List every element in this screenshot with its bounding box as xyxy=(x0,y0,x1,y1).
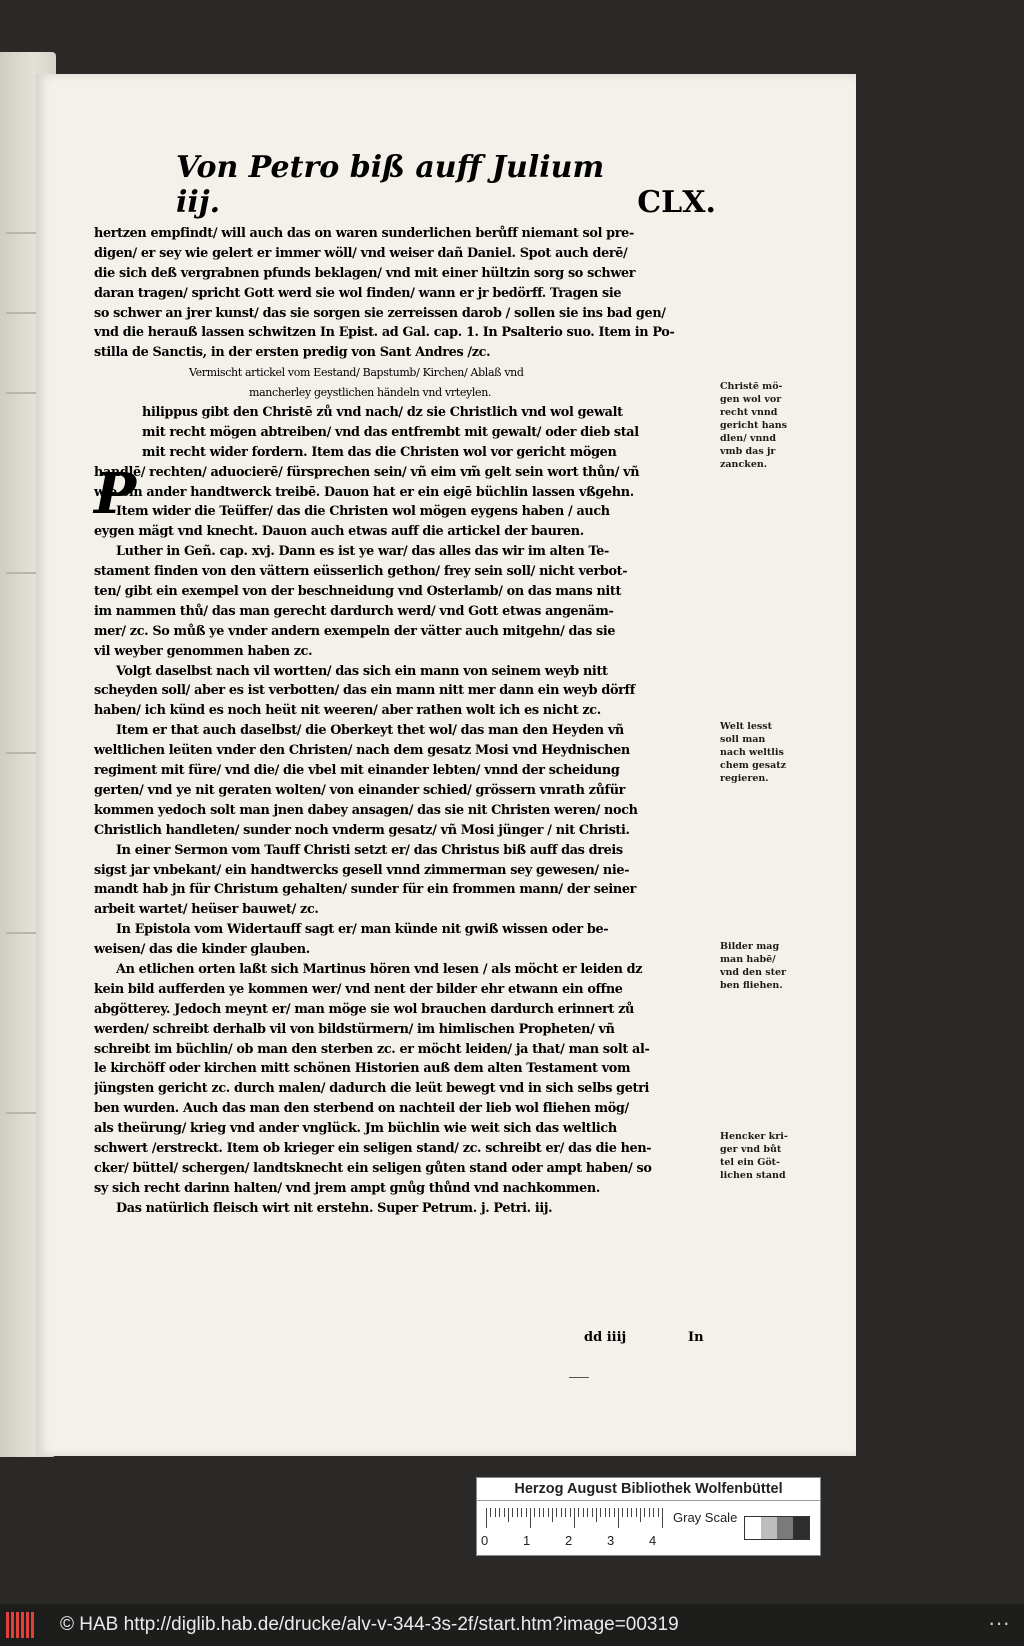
text-line: ben wurden. Auch das man den sterbend on nachteil der lieb wol fliehen mög/ xyxy=(94,1101,629,1117)
ruler-tick xyxy=(508,1508,509,1522)
ruler-tick xyxy=(653,1508,654,1517)
ruler-number: 2 xyxy=(565,1533,573,1548)
text-line: jüngsten gericht zc. durch malen/ dadurch die leüt bewegt vnd in sich selbs getri xyxy=(94,1081,650,1097)
ruler-tick xyxy=(627,1508,628,1517)
text-line: so schwer an jrer kunst/ das sie sorgen sie zerreissen darob / sollen sie ins bad gen/ xyxy=(94,305,666,321)
text-line: regiment mit füre/ vnd die/ die vbel mit einander lebten/ vnnd der scheidung xyxy=(94,763,620,779)
text-line: vnd die herauß lassen schwitzen In Epist. ad Gal. cap. 1. In Psalterio suo. Item in Po- xyxy=(94,325,675,341)
catchword: In xyxy=(688,1330,704,1345)
text-line: In Epistola vom Widertauff sagt er/ man künde nit gwiß wissen oder be- xyxy=(116,922,609,938)
text-line: haben/ ich künd es noch heüt nit weeren/ aber rathen wolt ich es nicht zc. xyxy=(94,703,601,719)
text-line: arbeit wartet/ heüser bauwet/ zc. xyxy=(94,902,319,918)
printer-mark xyxy=(569,1377,589,1378)
text-line: werden/ schreibt derhalb vil von bildstürmern/ im himlischen Propheten/ vñ xyxy=(94,1021,615,1037)
text-line: An etlichen orten laßt sich Martinus hören vnd lesen / als möcht er leiden dz xyxy=(116,961,643,977)
ruler-tick xyxy=(622,1508,623,1517)
book-page xyxy=(36,74,856,1456)
ruler-tick xyxy=(578,1508,579,1517)
ruler-tick xyxy=(504,1508,505,1517)
text-line: sigst jar vnbekant/ ein handtwercks gesell vnnd zimmerman sey gewesen/ nie- xyxy=(94,862,630,878)
text-line: Volgt daselbst nach vil wortten/ das sich ein mann von seinem weyb nitt xyxy=(116,663,608,679)
ruler-tick xyxy=(596,1508,597,1522)
ruler-tick xyxy=(631,1508,632,1517)
text-line: stament finden von den vättern eüsserlich gethon/ frey sein soll/ nicht verbot- xyxy=(94,564,628,580)
ruler-tick xyxy=(609,1508,610,1517)
text-line: ten/ gibt ein exempel von der beschneidung vnd Osterlamb/ on das mans nitt xyxy=(94,584,622,600)
scale-ruler xyxy=(486,1508,670,1530)
text-line: Das natürlich fleisch wirt nit erstehn. Super Petrum. j. Petri. iij. xyxy=(116,1200,553,1216)
text-line: wie ein ander handtwerck treibē. Dauon hat er ein eigē büchlin lassen vßgehn. xyxy=(94,484,634,500)
text-line: die sich deß vergrabnen pfunds beklagen/ vnd mit einer hültzin sorg so schwer xyxy=(94,265,636,281)
text-line: scheyden soll/ aber es ist verbotten/ das ein mann nitt mer dann ein weyb dörff xyxy=(94,683,635,699)
ruler-tick xyxy=(640,1508,641,1522)
gray-swatch xyxy=(777,1517,793,1539)
text-line: Luther in Geñ. cap. xvj. Dann es ist ye war/ das alles das wir im alten Te- xyxy=(116,544,609,560)
signature-mark: dd iiij xyxy=(584,1330,627,1345)
ruler-tick xyxy=(534,1508,535,1517)
ruler-number: 4 xyxy=(649,1533,657,1548)
ruler-tick xyxy=(574,1508,575,1528)
text-line: eygen mägt vnd knecht. Dauon auch etwas auff die artickel der bauren. xyxy=(94,524,584,540)
margin-note-4: Hencker kri- ger vnd bůt tel ein Göt- lichen stand xyxy=(720,1131,788,1181)
gray-swatch xyxy=(745,1517,761,1539)
body-text xyxy=(94,224,714,1219)
margin-note-1: Christē mö- gen wol vor recht vnnd gericht hans dlen/ vnnd vmb das jr zancken. xyxy=(720,381,788,470)
text-line: Vermischt artickel vom Eestand/ Bapstumb/ Kirchen/ Ablaß vnd xyxy=(189,366,524,380)
ruler-tick xyxy=(495,1508,496,1517)
ruler-tick xyxy=(561,1508,562,1517)
ruler-tick xyxy=(658,1508,659,1517)
gray-scale-label: Gray Scale xyxy=(673,1510,738,1525)
text-line: kommen yedoch solt man jnen dabey ansagen/ das sie nit Christen weren/ noch xyxy=(94,802,638,818)
ruler-tick xyxy=(556,1508,557,1517)
more-options-icon[interactable]: ··· xyxy=(988,1610,1010,1635)
ruler-tick xyxy=(548,1508,549,1517)
ruler-tick xyxy=(662,1508,663,1528)
ruler-tick xyxy=(539,1508,540,1517)
text-line: cker/ büttel/ schergen/ landtsknecht ein seligen gůten stand oder ampt haben/ so xyxy=(94,1160,652,1176)
ruler-tick xyxy=(530,1508,531,1528)
text-line: abgötterey. Jedoch meynt er/ man möge sie wol brauchen dardurch erinnert zů xyxy=(94,1001,634,1017)
ruler-tick xyxy=(649,1508,650,1517)
folio-number: CLX. xyxy=(637,185,716,220)
ruler-tick xyxy=(583,1508,584,1517)
text-line: mer/ zc. So můß ye vnder andern exempeln der vätter auch mitgehn/ das sie xyxy=(94,623,616,639)
text-line: daran tragen/ spricht Gott werd sie wol finden/ wann er jr bedörff. Tragen sie xyxy=(94,285,622,301)
text-line: handlē/ rechten/ aduocierē/ fürsprechen sein/ vñ eim vm̃ gelt sein wort thůn/ vñ xyxy=(94,464,640,480)
library-color-card xyxy=(476,1477,821,1556)
text-line: le kirchöff oder kirchen mitt schönen Historien auß dem alten Testament vom xyxy=(94,1061,631,1077)
ruler-tick xyxy=(486,1508,487,1528)
ruler-tick xyxy=(636,1508,637,1517)
ruler-tick xyxy=(490,1508,491,1517)
ruler-tick xyxy=(592,1508,593,1517)
ruler-tick xyxy=(565,1508,566,1517)
text-line: kein bild aufferden ye kommen wer/ vnd nent der bilder ehr etwann ein offne xyxy=(94,981,623,997)
text-line: hertzen empfindt/ will auch das on waren sunderlichen berůff niemant sol pre- xyxy=(94,226,634,241)
text-line: vil weyber genommen haben zc. xyxy=(94,643,313,659)
ruler-tick xyxy=(521,1508,522,1517)
ruler-tick xyxy=(526,1508,527,1517)
text-line: Item er that auch daselbst/ die Oberkeyt thet wol/ das man den Heyden vñ xyxy=(116,723,624,739)
text-line: mit recht wider fordern. Item das die Christen wol vor gericht mögen xyxy=(142,444,617,460)
ruler-tick xyxy=(512,1508,513,1517)
text-line: schwert /erstreckt. Item ob krieger ein seligen stand/ zc. schreibt er/ das die hen- xyxy=(94,1140,652,1156)
text-line: gerten/ vnd ye nit geraten wolten/ von einander schied/ grössern vnrath zůfür xyxy=(94,782,626,798)
gray-swatch xyxy=(793,1517,809,1539)
text-line: digen/ er sey wie gelert er immer wöll/ vnd weiser dañ Daniel. Spot auch derē/ xyxy=(94,245,628,261)
ruler-tick xyxy=(499,1508,500,1517)
ruler-number: 1 xyxy=(523,1533,531,1548)
hab-logo-icon xyxy=(6,1612,44,1638)
text-line: als theürung/ krieg vnd ander vnglück. Jm büchlin wie weit sich das weltlich xyxy=(94,1121,617,1137)
text-line: stilla de Sanctis, in der ersten predig von Sant Andres /zc. xyxy=(94,345,491,361)
gray-swatch xyxy=(761,1517,777,1539)
running-head xyxy=(176,150,716,220)
text-line: mit recht mögen abtreiben/ vnd das entfrembt mit gewalt/ oder dieb stal xyxy=(142,424,639,440)
text-line: hilippus gibt den Christē zů vnd nach/ dz sie Christlich vnd wol gewalt xyxy=(142,405,623,421)
ruler-tick xyxy=(618,1508,619,1528)
drop-cap-initial: P xyxy=(94,461,137,527)
ruler-tick xyxy=(605,1508,606,1517)
gray-scale-swatches xyxy=(744,1516,810,1540)
running-title: Von Petro biß auff Julium iij. xyxy=(176,150,605,220)
text-line: im nammen thů/ das man gerecht dardurch werd/ vnd Gott etwas angenäm- xyxy=(94,603,614,619)
text-line: In einer Sermon vom Tauff Christi setzt er/ das Christus biß auff das dreis xyxy=(116,842,623,858)
ruler-numbers xyxy=(481,1533,681,1549)
margin-note-3: Bilder mag man habē/ vnd den ster ben fliehen. xyxy=(720,941,787,991)
library-name: Herzog August Bibliothek Wolfenbüttel xyxy=(477,1478,820,1501)
ruler-tick xyxy=(517,1508,518,1517)
text-line: weltlichen leüten vnder den Christen/ nach dem gesatz Mosi vnd Heydnischen xyxy=(94,743,630,759)
ruler-tick xyxy=(644,1508,645,1517)
ruler-number: 3 xyxy=(607,1533,615,1548)
ruler-tick xyxy=(587,1508,588,1517)
text-line: Item wider die Teüffer/ das die Christen wol mögen eygens haben / auch xyxy=(116,504,610,520)
ruler-tick xyxy=(543,1508,544,1517)
text-line: mancherley geystlichen händeln vnd vrteylen. xyxy=(249,386,492,400)
ruler-tick xyxy=(570,1508,571,1517)
text-line: schreibt im büchlin/ ob man den sterben zc. er möcht leiden/ ja that/ man solt al- xyxy=(94,1041,650,1057)
text-line: sy sich recht darinn halten/ vnd jrem ampt gnůg thůnd vnd nachkommen. xyxy=(94,1180,600,1196)
text-line: weisen/ das die kinder glauben. xyxy=(94,942,310,958)
footer-bar xyxy=(0,1604,1024,1646)
text-line: Christlich handleten/ sunder noch vnderm gesatz/ vñ Mosi jünger / nit Christi. xyxy=(94,822,630,838)
margin-note-2: Welt lesst soll man nach weltlis chem gesatz regieren. xyxy=(720,721,787,784)
copyright-url: © HAB http://diglib.hab.de/drucke/alv-v-344-3s-2f/start.htm?image=00319 xyxy=(60,1614,679,1635)
text-line: mandt hab jn für Christum gehalten/ sunder für ein frommen mann/ der seiner xyxy=(94,882,637,898)
ruler-tick xyxy=(552,1508,553,1522)
ruler-tick xyxy=(600,1508,601,1517)
ruler-tick xyxy=(614,1508,615,1517)
ruler-number: 0 xyxy=(481,1533,489,1548)
